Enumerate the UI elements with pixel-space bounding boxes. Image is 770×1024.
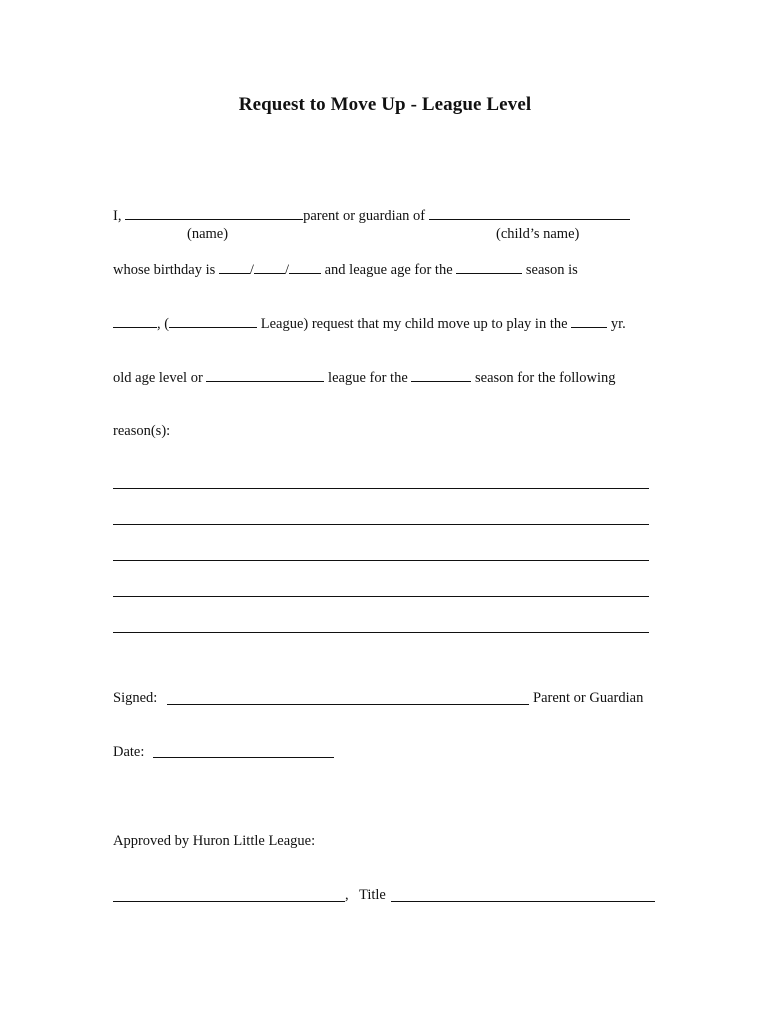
line1-prefix: I, bbox=[113, 208, 122, 224]
birth-month-field[interactable] bbox=[219, 260, 250, 274]
line4-prefix: old age level or bbox=[113, 370, 203, 386]
caption-child-name: (child’s name) bbox=[496, 226, 580, 242]
line3-comma-paren: , ( bbox=[157, 316, 170, 332]
line3-suffix: yr. bbox=[610, 316, 626, 332]
date-slash: / bbox=[249, 262, 254, 278]
reason-line-2[interactable] bbox=[113, 524, 649, 525]
line-parent-guardian bbox=[113, 206, 630, 225]
line4-suffix: season for the following bbox=[475, 370, 616, 386]
reasons-label: reason(s): bbox=[113, 423, 171, 439]
date-field[interactable] bbox=[153, 757, 334, 758]
line2-middle: and league age for the bbox=[324, 262, 453, 278]
line1-middle: parent or guardian of bbox=[303, 208, 426, 224]
signature-field[interactable] bbox=[167, 704, 529, 705]
birth-day-field[interactable] bbox=[254, 260, 285, 274]
reason-line-5[interactable] bbox=[113, 632, 649, 633]
league-name-field[interactable] bbox=[169, 314, 257, 328]
line-birthday bbox=[113, 260, 578, 279]
target-season-field[interactable] bbox=[411, 368, 471, 382]
signed-suffix: Parent or Guardian bbox=[533, 690, 644, 706]
form-title: Request to Move Up - League Level bbox=[238, 94, 532, 115]
season-year-field[interactable] bbox=[113, 314, 157, 328]
approver-name-field[interactable] bbox=[113, 901, 345, 902]
approver-title-field[interactable] bbox=[391, 901, 655, 902]
age-level-field[interactable] bbox=[571, 314, 607, 328]
reason-line-1[interactable] bbox=[113, 488, 649, 489]
line-age-level bbox=[113, 368, 616, 387]
signed-label: Signed: bbox=[113, 690, 158, 706]
line2-prefix: whose birthday is bbox=[113, 262, 216, 278]
parent-name-field[interactable] bbox=[125, 206, 303, 220]
target-league-field[interactable] bbox=[206, 368, 324, 382]
line-league-request bbox=[113, 314, 626, 333]
birth-year-field[interactable] bbox=[289, 260, 321, 274]
approved-label: Approved by Huron Little League: bbox=[113, 833, 316, 849]
line3-middle: League) request that my child move up to play in the bbox=[260, 316, 568, 332]
reason-line-4[interactable] bbox=[113, 596, 649, 597]
line2-suffix: season is bbox=[525, 262, 578, 278]
child-name-field[interactable] bbox=[429, 206, 630, 220]
date-label: Date: bbox=[113, 744, 145, 760]
league-age-season-field[interactable] bbox=[456, 260, 522, 274]
caption-name: (name) bbox=[187, 226, 229, 242]
title-label: Title bbox=[359, 887, 386, 903]
line4-middle: league for the bbox=[328, 370, 408, 386]
date-slash: / bbox=[284, 262, 289, 278]
reason-line-3[interactable] bbox=[113, 560, 649, 561]
title-comma: , bbox=[345, 887, 349, 903]
